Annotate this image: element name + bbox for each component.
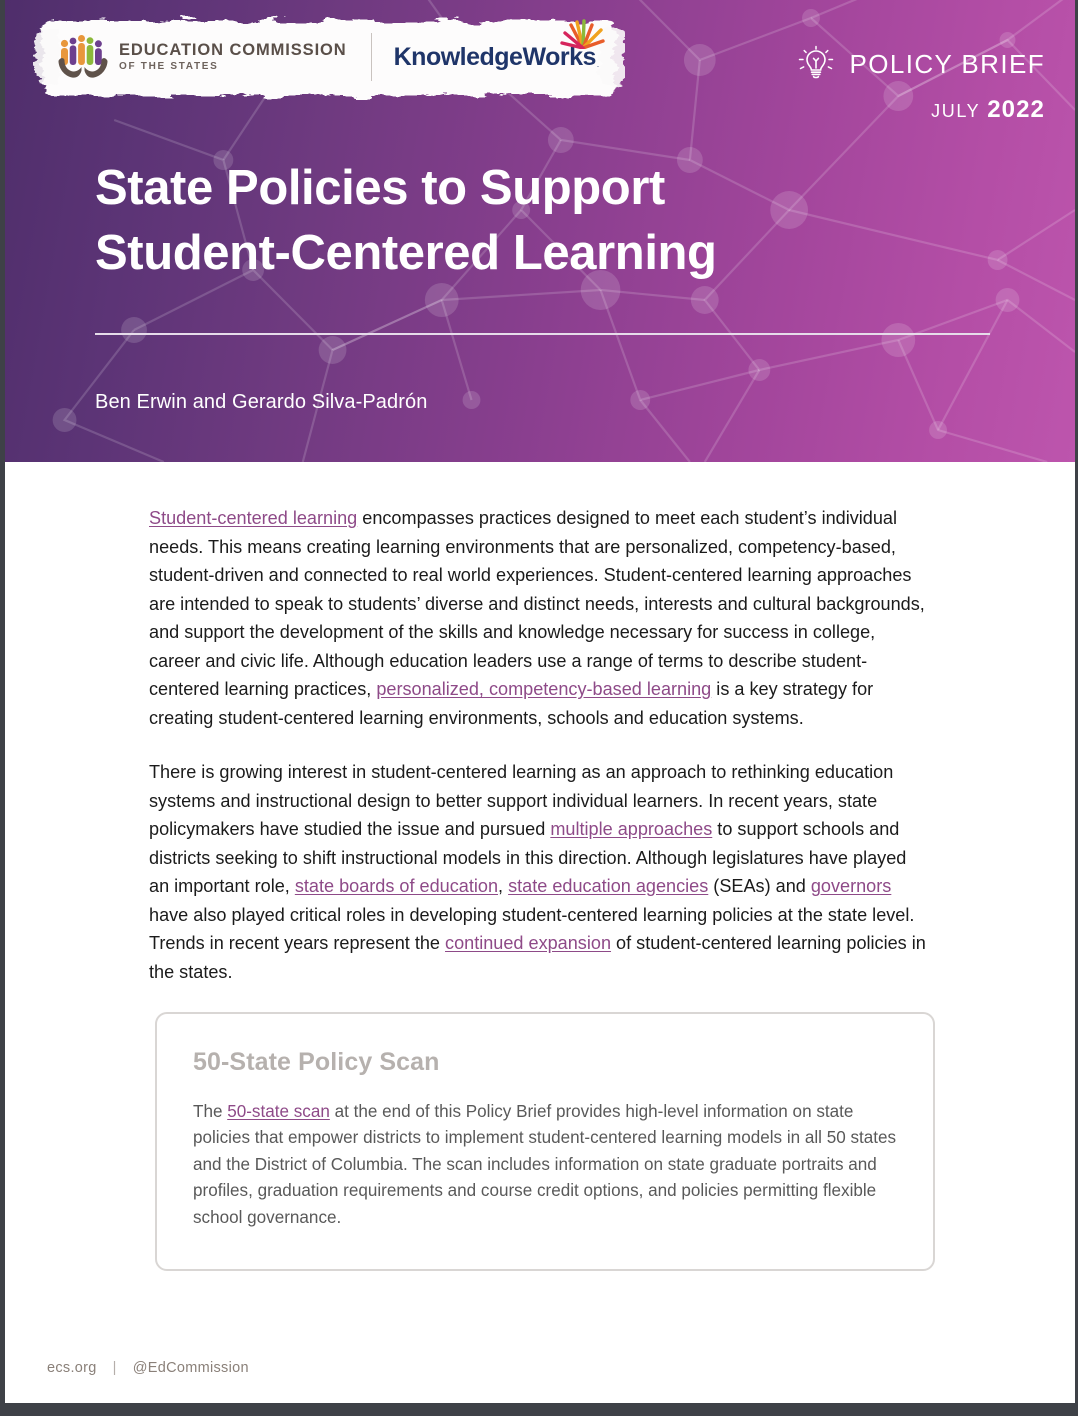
callout-text-a: The [193, 1102, 228, 1121]
publication-year: 2022 [987, 96, 1045, 123]
paragraph-2-text-a: There is growing interest in student-centered learning as an approach to rethinking education systems and instructional design to better support individual learners. In recent years, state policymakers have studied the issue and pursued [149, 762, 894, 839]
knowledgeworks-logo [394, 43, 600, 72]
ecs-people-in-hands-icon [57, 34, 109, 80]
paragraph-2-text-b: to support schools and districts seeking to shift instructional models in this direction. Although legislatures have played an important role, [149, 819, 907, 896]
footer-separator: | [112, 1360, 117, 1376]
title-divider-rule [95, 333, 990, 335]
text-column [149, 504, 927, 986]
fifty-state-policy-scan-callout [155, 1012, 935, 1271]
authors-line: Ben Erwin and Gerardo Silva-Padrón [95, 391, 428, 413]
paragraph-2-text-d: (SEAs) and [708, 876, 811, 896]
paragraph-2-text-f: of student-centered learning policies in the states. [149, 933, 926, 982]
ecs-logo-line1: EDUCATION COMMISSION [119, 40, 347, 59]
footer-social-handle[interactable]: @EdCommission [132, 1360, 249, 1376]
link-student-centered-learning[interactable]: Student-centered learning [149, 508, 358, 528]
page-title [95, 156, 975, 286]
starburst-icon [559, 19, 605, 49]
publication-date [796, 96, 1046, 124]
document-body [5, 462, 1075, 1271]
link-50-state-scan[interactable]: 50-state scan [227, 1102, 330, 1121]
page-title-line2: Student-Centered Learning [95, 226, 717, 281]
link-multiple-approaches[interactable]: multiple approaches [550, 819, 713, 839]
paragraph-2-text-e: have also played critical roles in developing student-centered learning policies at the state level. Trends in recent years represent the [149, 904, 915, 953]
paragraph-1 [149, 504, 927, 732]
link-state-boards-of-education[interactable]: state boards of education [294, 876, 499, 896]
knowledgeworks-trademark: . [596, 59, 600, 69]
bottom-bar [5, 1403, 1075, 1416]
callout-text-b: at the end of this Policy Brief provides high-level information on state policies that empower districts to implement student-centered learning models in all 50 states and the District of Columbia. The scan includes information on state graduate portraits and profiles, graduation requirements and course credit options, and policies permitting flexible school governance. [193, 1102, 897, 1227]
link-governors[interactable]: governors [810, 876, 892, 896]
link-state-education-agencies[interactable]: state education agencies [508, 876, 709, 896]
policy-brief-label: POLICY BRIEF [849, 48, 1045, 79]
logo-divider [371, 33, 372, 81]
paragraph-1-text-a: encompasses practices designed to meet each student’s individual needs. This means creating learning environments that are personalized, competency-based, student-driven and connected to real world experiences. Student-centered learning approaches are intended to speak to students’ diverse and distinct needs, interests and cultural backgrounds, and support the development of the skills and knowledge necessary for success in college, career and civic life. Although education leaders use a range of terms to describe student-centered learning practices, [149, 508, 925, 699]
education-commission-logo [57, 34, 347, 80]
link-continued-expansion[interactable]: continued expansion [445, 933, 612, 953]
callout-heading: 50-State Policy Scan [193, 1048, 440, 1076]
paragraph-1-text-b: is a key strategy for creating student-centered learning environments, schools and education systems. [149, 679, 874, 728]
page-title-line1: State Policies to Support [95, 161, 665, 215]
paragraph-2 [149, 758, 927, 986]
knowledgeworks-wordmark: KnowledgeWorks [393, 42, 596, 71]
logo-plate [33, 12, 625, 104]
hero-banner [5, 0, 1075, 462]
link-personalized-competency-based-learning[interactable]: personalized, competency-based learning [376, 679, 712, 699]
callout-body [193, 1099, 897, 1231]
footer-website[interactable]: ecs.org [47, 1360, 97, 1376]
ecs-logo-line2: OF THE STATES [119, 61, 219, 73]
page-footer [47, 1360, 249, 1376]
policy-brief-block [796, 44, 1046, 124]
publication-month: JULY [931, 101, 981, 121]
lightbulb-icon [796, 44, 836, 84]
paragraph-2-text-c: , [498, 876, 509, 896]
